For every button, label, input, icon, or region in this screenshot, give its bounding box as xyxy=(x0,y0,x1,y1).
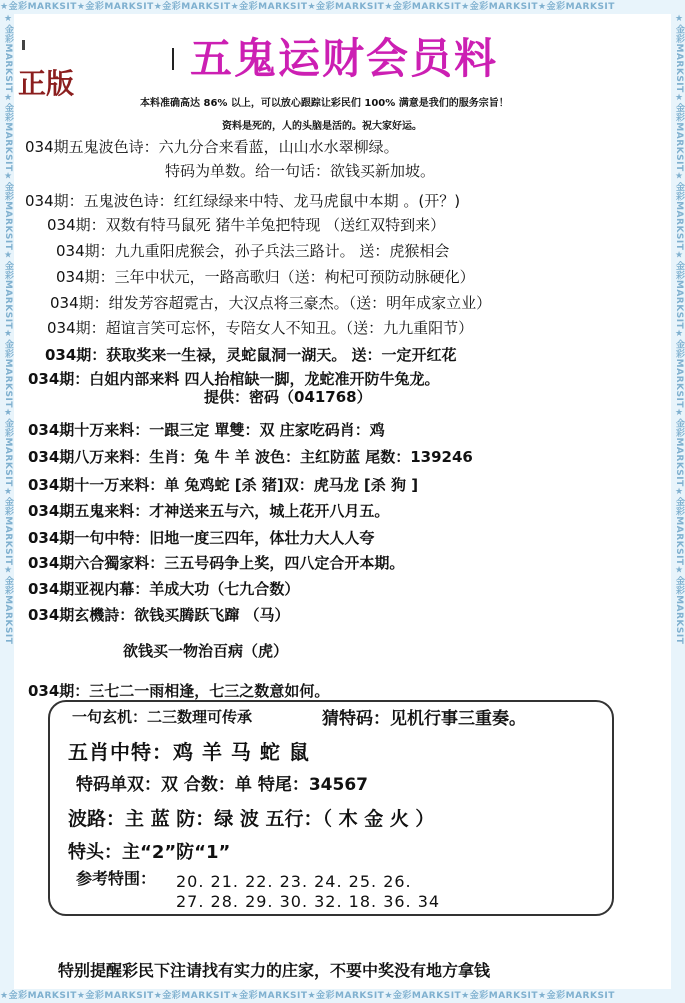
prediction-line: 034期：超谊言笑可忘怀，专陪女人不知丑。（送：九九重阳节） xyxy=(47,319,474,337)
watermark-border-left xyxy=(0,14,14,989)
prediction-line: 034期：双数有特马鼠死 猪牛羊兔把特现 （送红双特到来） xyxy=(47,216,446,234)
wave-line: 波路：主 蓝 防：绿 波 五行：（ 木 金 火 ） xyxy=(68,808,435,830)
prediction-line: 特码为单数。给一句话：欲钱买新加坡。 xyxy=(165,162,436,180)
watermark-border-bottom: ★金彩MARKSIT★金彩MARKSIT★金彩MARKSIT★金彩MARKSIT★金彩MARKSIT★金彩MARKSIT★金彩MARKSIT★金彩MARKSIT xyxy=(0,989,685,1003)
prediction-line: 034期：三年中状元，一路高歌归（送：枸杞可预防动脉硬化） xyxy=(56,268,475,286)
reference-numbers-row2: 27. 28. 29. 30. 32. 18. 36. 34 xyxy=(176,892,441,911)
prediction-line: 034期六合獨家料：三五号码争上奖，四八定合开本期。 xyxy=(28,554,405,572)
prediction-line: 034期十一万来料：单 兔鸡蛇 [杀 猪]双：虎马龙 [杀 狗 ] xyxy=(28,476,419,494)
watermark-border-right xyxy=(671,14,685,989)
watermark-right-text: ★金彩MARKSIT★金彩MARKSIT★金彩MARKSIT★金彩MARKSIT★金彩MARKSIT★金彩MARKSIT★金彩MARKSIT★金彩MARKSIT xyxy=(674,14,684,645)
xuanji-line: 一句玄机：二三数理可传承 xyxy=(72,708,253,726)
summary-box xyxy=(48,700,614,916)
prediction-line: 034期：绀发芳容超霓古，大汉点将三豪杰。（送：明年成家立业） xyxy=(50,294,492,312)
prediction-line: 034期：白姐内部来料 四人抬棺缺一脚，龙蛇准开防牛兔龙。 xyxy=(28,370,440,388)
reference-numbers-row1: 20. 21. 22. 23. 24. 25. 26. xyxy=(176,872,412,891)
tagline-luck: 资料是死的，人的头脑是活的。祝大家好运。 xyxy=(222,121,422,132)
prediction-line: 034期：获取奖来一生禄，灵蛇鼠洞一湖天。 送：一定开红花 xyxy=(45,346,457,364)
tagline-accuracy: 本料准确高达 86% 以上，可以放心跟踪让彩民们 100% 满意是我们的服务宗旨！ xyxy=(140,98,509,109)
password-line: 提供：密码（041768） xyxy=(204,388,372,406)
prediction-line: 034期五鬼来料：才神送来五与六，城上花开八月五。 xyxy=(28,502,390,520)
title-bar-mark xyxy=(172,48,174,70)
prediction-line: 欲钱买一物治百病（虎） xyxy=(123,642,289,660)
edition-label: 正版 xyxy=(18,67,75,100)
watermark-left-text: ★金彩MARKSIT★金彩MARKSIT★金彩MARKSIT★金彩MARKSIT★金彩MARKSIT★金彩MARKSIT★金彩MARKSIT★金彩MARKSIT xyxy=(3,14,13,645)
prediction-line: 034期：三七二一雨相逢，七三之数意如何。 xyxy=(28,682,330,700)
reference-label: 参考特围： xyxy=(76,869,157,888)
prediction-line: 034期：九九重阳虎猴会，孙子兵法三路计。 送：虎猴相会 xyxy=(56,242,450,260)
prediction-line: 034期八万来料：生肖：兔 牛 羊 波色：主红防蓝 尾数：139246 xyxy=(28,448,473,466)
prediction-line: 034期十万来料：一跟三定 單雙：双 庄家吃码肖：鸡 xyxy=(28,421,385,439)
watermark-border-top: ★金彩MARKSIT★金彩MARKSIT★金彩MARKSIT★金彩MARKSIT★金彩MARKSIT★金彩MARKSIT★金彩MARKSIT★金彩MARKSIT xyxy=(0,0,685,14)
prediction-line: 034期五鬼波色诗：六九分合来看蓝，山山水水翠柳绿。 xyxy=(25,138,399,156)
guess-code-line: 猜特码：见机行事三重奏。 xyxy=(322,709,526,729)
corner-mark xyxy=(22,40,25,50)
head-line: 特头：主“2”防“1” xyxy=(68,842,231,863)
prediction-line: 034期一句中特：旧地一度三四年，体壮力大人人夸 xyxy=(28,529,375,547)
page-title: 五鬼运财会员料 xyxy=(190,34,499,83)
odd-even-line: 特码单双：双 合数：单 特尾：34567 xyxy=(76,775,368,795)
prediction-line: 034期：五鬼波色诗：红红绿绿来中特、龙马虎鼠中本期 。(开？) xyxy=(25,192,461,210)
five-zodiac-line: 五肖中特：鸡 羊 马 蛇 鼠 xyxy=(68,740,310,764)
footer-warning: 特别提醒彩民下注请找有实力的庄家，不要中奖没有地方拿钱 xyxy=(58,961,491,980)
prediction-line: 034期玄機詩：欲钱买腾跃飞蹿 （马） xyxy=(28,606,290,624)
prediction-line: 034期亚视内幕：羊成大功（七九合数） xyxy=(28,580,300,598)
